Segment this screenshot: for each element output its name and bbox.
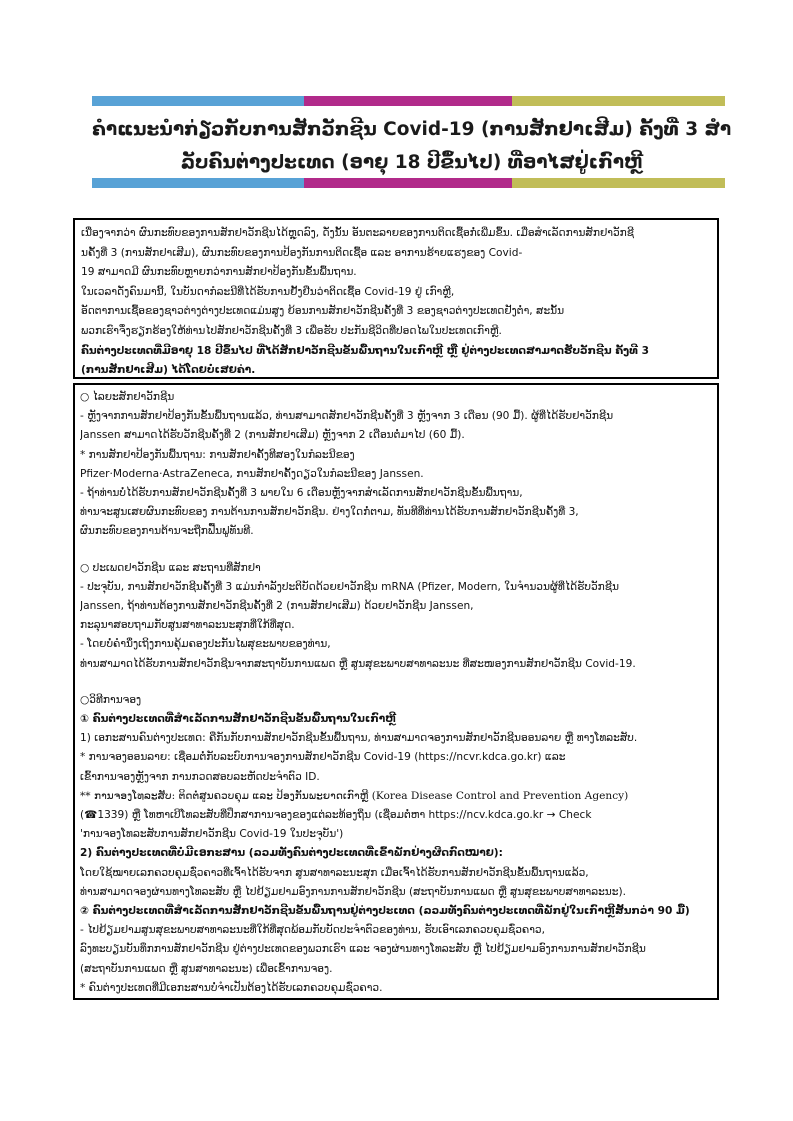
intro-line: ນຄັ້ງທີ່ 3 (ການສັກຢາເສີມ), ຜົນກະທົບຂອງການປ້ອງກັນການຕິດເຊື້ອ ແລະ ອາການຮ້າຍແຮງຂອງ Covid- (81, 246, 523, 259)
detail-line: ທ່ານຈະສູນເສຍຜົນກະທົບຂອງ ການຕ້ານການສັກຢາວັກຊີນ. ຢ່າງໃດກໍ່ຕາມ, ທັນທີທີ່ທ່ານໄດ້ຮັບການສັກຢາວັກຊີນຄັ້ງທີ່ 3, (80, 506, 579, 519)
intro-line: ໃນເວລາດັ່ງຄົນມານີ້, ໃນບັນດາກໍລະນີທີ່ໄດ້ຮັບການຢັ້ງຢືນວ່າຕິດເຊື້ອ Covid-19 ຢູ່ ເກົາຫຼີ, (81, 285, 455, 298)
title-line-1: ຄຳແນະນຳກ່ຽວກັບການສັກວັກຊີນ Covid-19 (ການສັກຢາເສີມ) ຄັ້ງທີ່ 3 ສຳ (92, 119, 732, 140)
title-line-2: ລັບຄົນຕ່າງປະເທດ (ອາຍຸ 18 ປີຂຶ້ນໄປ) ທີ່ອາໄສຢູ່ເກົາຫຼີ (180, 152, 644, 173)
intro-line: ເນື່ອງຈາກວ່າ ຜົນກະທົບຂອງການສັກຢາວັກຊີນໄດ້ຫຼຸດລົງ, ດັ່ງນັ້ນ ອັນຕະລາຍຂອງການຕິດເຊື້ອກໍ່ເພີ່ມຂຶ້ນ. ເມື່ອສຳເລັດການສັກຢາວັກຊີ (81, 227, 635, 239)
document-title (92, 113, 732, 179)
bar-segment-magenta (304, 178, 512, 188)
bar-segment-olive (512, 96, 725, 106)
detail-line: ເຂົ້າການຈອງຫຼັງຈາກ ການກວດສອບລະຫັດປະຈຳຕົວ ID. (80, 770, 320, 783)
intro-line: ຄົນຕ່າງປະເທດທີ່ມີອາຍຸ 18 ປີຂຶ້ນໄປ ທີ່ໄດ້ສັກຢາວັກຊີນຂັ້ນພື້ນຖານໃນເກົາຫຼີ ຫຼື ຢູ່ຕ່າງປະເທດສາມາດຮັບວັກຊີນ ຄັ້ງທີ 3 (81, 344, 649, 357)
detail-line: - ຖ້າທ່ານບໍ່ໄດ້ຮັບການສັກຢາວັກຊີນຄັ້ງທີ່ 3 ພາຍໃນ 6 ເດືອນຫຼັງຈາກສຳເລັດການສັກຢາວັກຊີນຂັ້ນພື້ນຖານ, (80, 487, 523, 500)
detail-line: - ປະຈຸບັນ, ການສັກຢາວັກຊີນຄັ້ງທີ່ 3 ແມ່ນກຳລັງປະຕິບັດດ້ວຍຢາວັກຊີນ mRNA (Pfizer, Modern, ໃນຈຳນວນຜູ້ທີ່ໄດ້ຮັບວັກຊີນ (80, 580, 620, 593)
bar-segment-blue (92, 96, 304, 106)
detail-line: - ໄປຢ້ຽມຢາມສູນສຸຂະພາບສາທາລະນະທີ່ໃກ້ທີ່ສຸດພ້ອມກັບບັດປະຈຳຕົວຂອງທ່ານ, ຮັບເອົາເລກຄວບຄຸມຊົ່ວຄາວ, (80, 924, 545, 937)
intro-box (73, 218, 719, 379)
detail-line: - ຫຼັງຈາກການສັກຢາປ້ອງກັນຂັ້ນພື້ນຖານແລ້ວ, ທ່ານສາມາດສັກຢາວັກຊີນຄັ້ງທີ່ 3 ຫຼັງຈາກ 3 ເດືອນ (90 ມື້). ຜູ້ທີ່ໄດ້ຮັບຢາວັກຊີນ (80, 410, 614, 423)
detail-line: ② ຄົນຕ່າງປະເທດທີ່ສຳເລັດການສັກຢາວັກຊີນຂັ້ນພື້ນຖານຢູ່ຕ່າງປະເທດ (ລວມທັງຄົນຕ່າງປະເທດທີ່ພັກຢູ່ໃນເກົາຫຼີສັ້ນກວ່າ 90 ມື້) (80, 905, 690, 918)
section-vaccine-type-location (80, 559, 714, 674)
bar-segment-olive (512, 178, 725, 188)
detail-line: 'ການຈອງໂທລະສັບການສັກຢາວັກຊີນ Covid-19 ໃນປະຈຸບັນ') (80, 828, 344, 841)
bar-segment-magenta (304, 96, 512, 106)
detail-line: ທ່ານສາມາດຈອງຜ່ານທາງໂທລະສັບ ຫຼື ໄປຢ້ຽມຢາມອົງການການສັກຢາວັກຊີນ (ສະຖາບັນການແພດ ຫຼື ສູນສຸຂະພາບສາທາລະນະ). (80, 885, 626, 898)
detail-line: 1) ເອກະສານຄົນຕ່າງປະເທດ: ຄືກັນກັບການສັກຢາວັກຊີນຂັ້ນພື້ນຖານ, ທ່ານສາມາດຈອງການສັກຢາວັກຊີນອອນລາຍ ຫຼື ທາງໂທລະສັບ. (80, 732, 638, 745)
detail-line: ① ຄົນຕ່າງປະເທດທີ່ສຳເລັດການສັກຢາວັກຊີນຂັ້ນພື້ນຖານໃນເກົາຫຼີ (80, 713, 397, 726)
intro-line: ອັດຕາການເຊື້ອຂອງຊາວຕ່າງຕ່າງປະເທດແມ່ນສູງ ຍ້ອນການສັກຢາວັກຊີນຄັ້ງທີ່ 3 ຂອງຊາວຕ່າງປະເທດຢັງຕ່ຳ, ສະນັ້ນ (81, 305, 565, 318)
detail-line: ກະລຸນາສອບຖາມກັບສູນສາທາລະນະສຸກທີ່ໃກ້ທີ່ສຸດ. (80, 619, 295, 632)
section-heading: ○ ໄລຍະສັກຢາວັກຊີນ (80, 391, 175, 403)
detail-line: * ຄົນຕ່າງປະເທດທີ່ມີເອກະສານບໍ່ຈຳເປັນຕ້ອງໄດ້ຮັບເລກຄວບຄຸມຊົ່ວຄາວ. (80, 981, 383, 994)
section-heading: ○ວິທີການຈອງ (80, 693, 142, 706)
details-box (73, 383, 719, 1000)
detail-line: (☎1339) ຫຼື ໂທຫາເບີໂທລະສັບທີ່ປຶກສາການຈອງຂອງແຕ່ລະທ້ອງຖິ່ນ (ເຊື່ອມຕໍ່ຫາ https://ncv.kdca.go.kr → Check (80, 809, 592, 822)
detail-line: ** ການຈອງໂທລະສັບ: ຕິດຕໍ່ສູນຄວບຄຸມ ແລະ ປ້ອງກັນພະຍາດເກົາຫຼີ (Korea Disease Control and Prevention Agency) (80, 789, 629, 802)
detail-line: Janssen ສາມາດໄດ້ຮັບວັກຊີນຄັ້ງທີ່ 2 (ການສັກຢາເສີມ) ຫຼັງຈາກ 2 ເດືອນຕໍ່ມາໄປ (60 ມື້). (80, 429, 465, 442)
intro-line: ພວກເຮົາຈຶ່ງຮຽກຮ້ອງໃຫ້ທ່ານໄປສັກຢາວັກຊີນຄັ້ງທີ່ 3 ເພື່ອຮັບ ປະກັນຊີວິດທີ່ປອດໄພໃນປະເທດເກົາຫຼີ. (81, 324, 502, 337)
detail-line: Janssen, ຖ້າທ່ານຕ້ອງການສັກຢາວັກຊີນຄັ້ງທີ່ 2 (ການສັກຢາເສີມ) ດ້ວຍຢາວັກຊີນ Janssen, (80, 600, 474, 613)
section-vaccination-period (80, 388, 714, 542)
detail-line: ຜົນກະທົບຂອງການຕ້ານຈະຖືກຟື້ນຟູທັນທີ. (80, 525, 254, 538)
bottom-color-bar (92, 178, 725, 188)
detail-line: - ໂດຍບໍ່ຄຳນຶ່ງເຖິງການຄຸ້ມຄອງປະກັນໄພສຸຂະພາບຂອງທ່ານ, (80, 638, 331, 651)
section-heading: ○ ປະເພດຢາວັກຊີນ ແລະ ສະຖານທີ່ສັກຢາ (80, 561, 261, 574)
intro-line: 19 ສາມາດມີ ຜົນກະທົບຫຼາຍກວ່າການສັກຢາປ້ອງກັນຂັ້ນພື້ນຖານ. (81, 266, 357, 279)
detail-line: * ການສັກຢາປ້ອງກັນພື້ນຖານ: ການສັກຢາຄັ້ງທີສອງໃນກໍລະນີຂອງ (80, 448, 355, 461)
top-color-bar (92, 96, 725, 106)
detail-line: 2) ຄົນຕ່າງປະເທດທີ່ບໍ່ມີເອກະສານ (ລວມທັງຄົນຕ່າງປະເທດທີ່ເຂົ້າພັກຢ່າງຜິດກົດໝາຍ): (80, 847, 503, 860)
detail-line: ໂດຍໃຊ້ໝາຍເລກຄວບຄຸມຊົ່ວຄາວທີ່ເຈົ້າໄດ້ຮັບຈາກ ສູນສາທາລະນະສຸກ ເມື່ອເຈົ້າໄດ້ຮັບການສັກຢາວັກຊີນຂັ້ນພື້ນຖານແລ້ວ, (80, 866, 589, 879)
intro-line: (ການສັກຢາເສີມ) ໄດ້ໂດຍບໍ່ເສຍຄ່າ. (81, 364, 256, 377)
detail-line: * ການຈອງອອນລາຍ: ເຊື່ອມຕໍ່ກັບລະບົບການຈອງການສັກຢາວັກຊີນ Covid-19 (https://ncvr.kdca.go.kr) ແລະ (80, 751, 566, 764)
section-reservation-method (80, 691, 714, 998)
detail-line: Pfizer·Moderna·AstraZeneca, ການສັກຢາຄັ້ງດຽວໃນກໍລະນີຂອງ Janssen. (80, 467, 424, 480)
detail-line: ທ່ານສາມາດໄດ້ຮັບການສັກຢາວັກຊີນຈາກສະຖາບັນການແພດ ຫຼື ສູນສຸຂະພາບສາທາລະນະ ທີ່ສະໜອງການສັກຢາວັກຊີນ Covid-19. (80, 657, 636, 670)
bar-segment-blue (92, 178, 304, 188)
detail-line: ລົງທະບຽນບັນທຶກການສັກຢາວັກຊີນ ຢູ່ຕ່າງປະເທດຂອງພວກເຮົາ ແລະ ຈອງຜ່ານທາງໂທລະສັບ ຫຼື ໄປຢ້ຽມຢາມອົງການການສັກຢາວັກຊີນ (80, 943, 646, 956)
detail-line: (ສະຖາບັນການແພດ ຫຼື ສູນສາທາລະນະ) ເພື່ອເຂົ້າການຈອງ. (80, 962, 333, 975)
